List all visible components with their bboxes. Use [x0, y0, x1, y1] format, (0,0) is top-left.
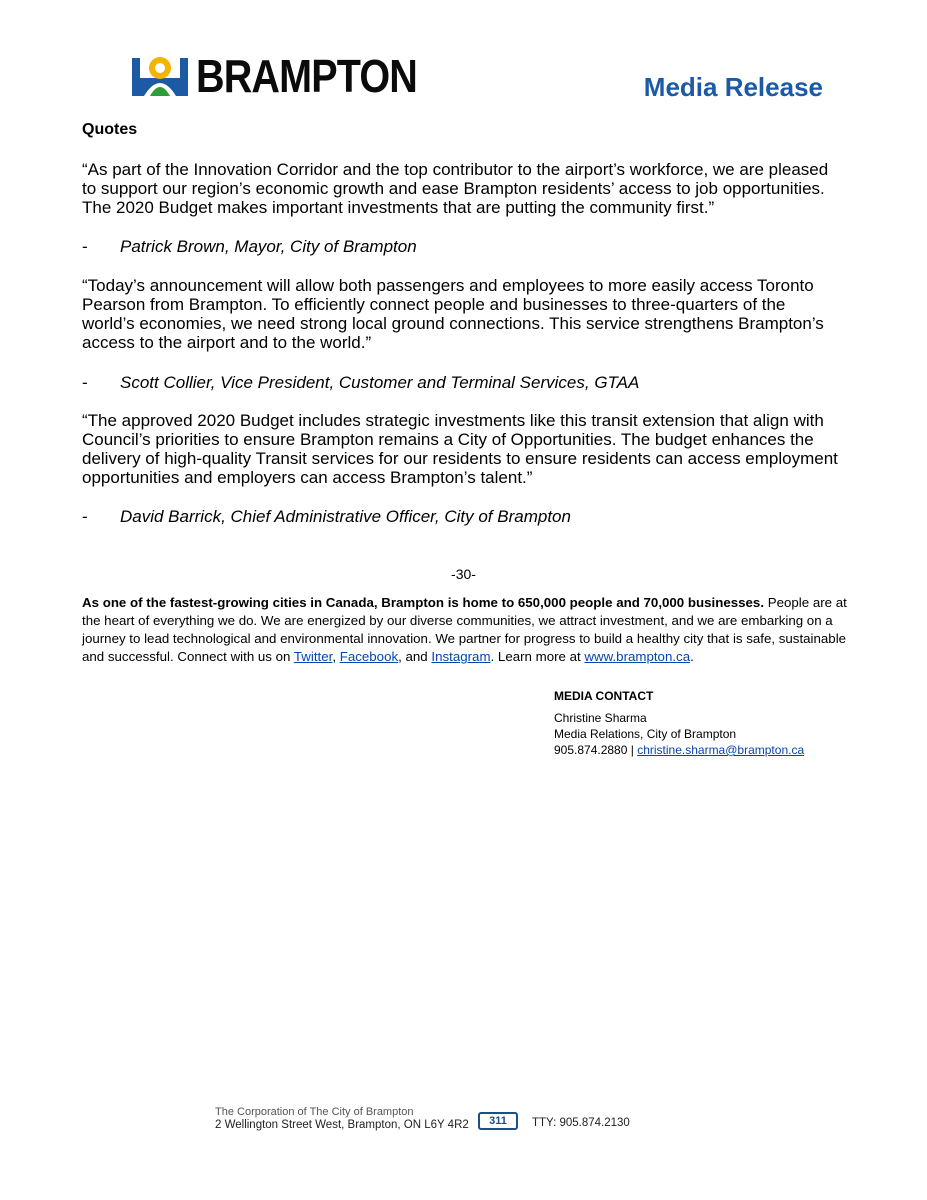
- quote-2: “Today’s announcement will allow both passengers and employees to more easily access Toronto Pearson from Brampton. To efficiently connect people and businesses to three-quarters of the world’s economies, we need strong local ground connections. This service strengthens Brampton’s access to the airport and to the world.”: [82, 276, 824, 352]
- quote-1-attribution: [82, 237, 842, 256]
- attribution-dash: -: [82, 237, 88, 256]
- separator: , and: [398, 649, 432, 664]
- media-contact-heading: MEDIA CONTACT: [554, 689, 654, 703]
- about-brampton: [82, 594, 852, 666]
- facebook-link[interactable]: Facebook: [339, 649, 399, 664]
- quote-1: “As part of the Innovation Corridor and the top contributor to the airport’s workforce, we are pleased to support our region’s economic growth and ease Brampton residents’ access to job opportunities. The 2020 Budget makes important investments that are putting the community first.”: [82, 160, 829, 217]
- footer-address-block: [215, 1106, 469, 1132]
- learn-more-text: . Learn more at: [490, 649, 585, 664]
- contact-phone: 905.874.2880 |: [554, 743, 638, 757]
- logo-wordmark: BRAMPTON: [196, 50, 417, 102]
- contact-phone-email: [554, 742, 804, 758]
- media-contact: [554, 688, 804, 758]
- quote-3-attribution: [82, 507, 842, 526]
- about-intro: As one of the fastest-growing cities in Canada, Brampton is home to 650,000 people and 70,000 businesses.: [82, 595, 765, 610]
- attribution-dash: -: [82, 507, 88, 526]
- quote-3: “The approved 2020 Budget includes strategic investments like this transit extension that align with Council’s priorities to ensure Brampton remains a City of Opportunities. The budget enhances the delivery of high-quality Transit services for our residents to ensure residents can access employment opportunities and employers can access Brampton’s talent.”: [82, 411, 838, 487]
- footer-address: 2 Wellington Street West, Brampton, ON L6Y 4R2: [215, 1119, 469, 1131]
- website-link[interactable]: www.brampton.ca: [584, 649, 691, 664]
- about-body: People are at the heart of everything we do. We are energized by our diverse communities, we attract investment, and we are embarking on a journey to lead technological and environmental innovation. We partner for progress to build a healthy city that is safe, sustainable and successful. Connect with us on: [82, 595, 847, 664]
- attribution-dash: -: [82, 373, 88, 392]
- contact-email-link[interactable]: christine.sharma@brampton.ca: [637, 743, 805, 757]
- end-marker: -30-: [451, 566, 476, 582]
- quote-2-attribution: [82, 373, 842, 392]
- contact-name: Christine Sharma: [554, 711, 647, 725]
- period: .: [690, 649, 694, 664]
- footer-tty: TTY: 905.874.2130: [532, 1117, 630, 1129]
- footer-corporation: The Corporation of The City of Brampton: [215, 1106, 414, 1118]
- separator: ,: [332, 649, 340, 664]
- media-release-title: Media Release: [643, 72, 823, 102]
- instagram-link[interactable]: Instagram: [431, 649, 491, 664]
- quotes-heading: Quotes: [82, 121, 138, 138]
- attribution-name: Patrick Brown, Mayor, City of Brampton: [120, 237, 417, 256]
- twitter-link[interactable]: Twitter: [293, 649, 333, 664]
- brampton-logo: [130, 52, 453, 100]
- brampton-flower-logo-icon: [130, 52, 190, 100]
- contact-title: Media Relations, City of Brampton: [554, 727, 737, 741]
- attribution-name: David Barrick, Chief Administrative Officer, City of Brampton: [120, 507, 571, 526]
- attribution-name: Scott Collier, Vice President, Customer and Terminal Services, GTAA: [120, 373, 640, 392]
- 311-badge-icon: 311: [478, 1112, 518, 1130]
